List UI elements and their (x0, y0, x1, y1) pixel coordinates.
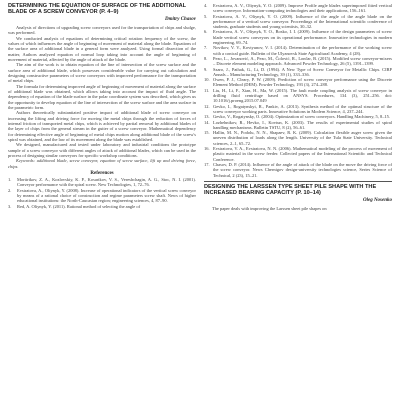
article-title: DETERMINING THE EQUATION OF SURFACE OF THE ADDITIONAL BLADE OF A SCREW CONVEYOR (P. 4–9) (8, 3, 186, 16)
reference-item: 9. Szaro, J., Pathak, G., Li, D. (1994). A New Type of Screw Conveyor for Metallic Chips. CIRP Annals – Manufacturing Technology, 39 (1), 333–336. (204, 66, 392, 77)
reference-item: 13. Gevko, V., Rogatynsky, O. (2004). Optimization of screw conveyors. Handling Machinery, 5, 8–15. (204, 114, 390, 120)
abstract-paragraph: Authors theoretically substantiated positive impact of additional blade of screw conveyor on increasing the lifting and driving force for moving the metal chips through the reduction of forces of internal friction of transported metal chips, which is achieved by partial removal by additional blades of the layer of chips from the general stream in the gutter of a screw conveyor. Mathematical dependency for determining effective angle of beginning of metal chips motion along additional blade of the screw's spiral was obtained, and the law of its movement along the blade was established. (8, 110, 196, 143)
abstract-paragraph: We designed, manufactured and tested under laboratory and industrial conditions the prototype sample of a screw conveyor with different angles of attack of additional blades, which can be used in the process of designing similar conveyors for specific workshop conditions. (8, 142, 196, 159)
abstract-paragraph: The aim of the work is to obtain equation of the line of intersection of the screw surface and the surface area of additional blade, which possesses considerable value for carrying out calculation and designing constructive parameters of screw conveyors with improved performance for the transportation of metal chips. (8, 62, 196, 84)
left-column (8, 3, 196, 400)
abstract-paragraph: Analysis of directions of upgrading screw conveyors used for the transportation of chips and sludge, was performed. (8, 24, 196, 36)
references-heading: References (90, 171, 114, 177)
keywords: Keywords: additional blade, screw conveyor, equation of screw surface, lift up and driving force, chips. (8, 158, 196, 169)
references-list-left (8, 177, 196, 209)
abstract-paragraph: The formula for determining improved angle of beginning of movement of material along the surface of additional blade was obtained, which allows taking into account the impact of fluid angle. The dependency of equation of the blade surface in the polar coordinate system was described, which gives us the opportunity to develop equation of the line of intersection of the screw surface and the area surface in the parametric form. (8, 83, 196, 110)
reference-item: 12. Gevko, I., Rogatynskyi, R., Pankiv, A. (2013). Synthesis method of the optimal structure of the screw conveyor working parts. Innovative Solutions in Modern Science, 4, 237–244. (204, 103, 392, 114)
reference-item: 1. Mortirikov, Z. A., Kozlovskiy, K. P., Kosarikov, V. S., Vereshchagin, A. G., Stoc, N. I. (2001). Conveyor performance with the spiral screw. New Technologies, 1, 72–76. (8, 177, 196, 188)
second-article-author: Oleg Nosenko (362, 197, 392, 203)
reference-item: 17. Chasov, D. P. (2014). Influence of the angle of attack of the blade on the move the driving force of the screw conveyor. News Chernigov design-university technologies science, Series Science of Technical, 2 (23), 15–21. (204, 161, 392, 178)
second-article-paragraph: The paper deals with improving the Larssen sheet pile shapes on (212, 205, 327, 211)
reference-item: 10. Owen, P. J., Cleary, P. W. (2009). Prediction of screw conveyor performance using the Discrete Element Method (DEM). Powder Technology, 193 (3), 274–288. (204, 77, 392, 88)
right-column (204, 3, 392, 400)
reference-item: 14. Lozhehnikov, R., Hevko, I., Kovtun, K. (2003). The results of experimental studies of spiral handling mechanisms. Bulletin TSTU, 8 (2), 56–61. (204, 119, 392, 130)
second-article-title: DESIGNING THE LARSSEN TYPE SHEET PILE SHAPE WITH THE INCREASED BEARING CAPACITY (P. 10–14) (204, 183, 377, 197)
article-author: Dmitry Chasov (165, 16, 196, 22)
reference-item: 16. Evstratova, V. A., Evstratova, N. N. (2006). Mathematical modeling of the process of movement of plastic material in the screw feeder. Collected papers of the International Scientific and Technical Conference. (204, 146, 392, 162)
reference-item: 8. Pezo, L., Jovanović, A., Pezo, M., Čolović, R., Lončar, B. (2015). Modified screw conveyor-mixers – Discrete element modeling approach. Advanced Powder Technology, 26 (5), 1391–1399. (204, 55, 392, 67)
article-divider (204, 181, 392, 182)
reference-item: 11. Liu, H., Li, F., Xian, H., Ma, W. (2015). The fault mode coupling analysis of screw conveyor in drilling fluid centrifuge based on ANSYS. Procedures, 134 (3), 251–256. doi: 10.1016/j.proeng.2015.07.049 (204, 87, 392, 104)
references-list-right (204, 3, 392, 178)
reference-item: 7. Novikov, V. V., Kovtyunov, V. I. (2014). Determination of the performance of the working screw with a conical guide. Bulletin of the Ulyanovsk State Agricultural Academy, 4 (28). (204, 45, 392, 56)
reference-item: 3. Red, A. Oliynyk, Y. (2011). Rational method of selecting the angle of (8, 203, 141, 209)
reference-item: 4. Evstratova, A. V., Oliynyk, Y. O. (2009). Improve Profile angle blades superimposed fitted vertical screw conveyor. Information-computing technologies and their applications, 156–161. (204, 3, 392, 14)
reference-item: 15. Hallin, M. N., Podolu, N. N., Shapaev, R. K. (2009). Calculation flexible auger screw given the uneven distribution of loads along the length. University of the Tula State University. Technical sciences, 2–1, 65–72. (204, 130, 392, 146)
reference-item: 2. Evstratova, A., Oliynyk, Y. (2008). Increase of operational indicators of the vertical screw conveyor by means of a rational choice of construction and regime parameters screw shaft. News of higher educational institutions: the North-Caucasian region; engineering sciences, 4, 87–90. (8, 187, 196, 204)
abstract-paragraph: We conducted analysis of equations of determining critical rotation frequency of the screw, the values of which influences the angle of beginning of movement of material along the blade. Equations of the surface area of additional blade in a general form were analyzed. Using formal dissection of the matter, Authors analyzed equation of normal loop taking into account the angle of beginning of movement of material, affected by the angle of attack of the blade. (8, 35, 196, 62)
reference-item: 5. Evstratova, A. V., Oliynyk, Y. O. (2009). Influence of the angle of the angle blade on the performance of a vertical screw conveyor. Proceedings of the International scientific conference of students, graduate students and young scientists, 30–32. (204, 13, 392, 30)
reference-item: 6. Evstratova, A. V., Oliynyk, Y. O., Bosko, I. I. (2009). Influence of the design parameters of screw blade vertical screw conveyors on its operational performance. Innovative technologies in modern engineering, 69–74. (204, 29, 392, 46)
